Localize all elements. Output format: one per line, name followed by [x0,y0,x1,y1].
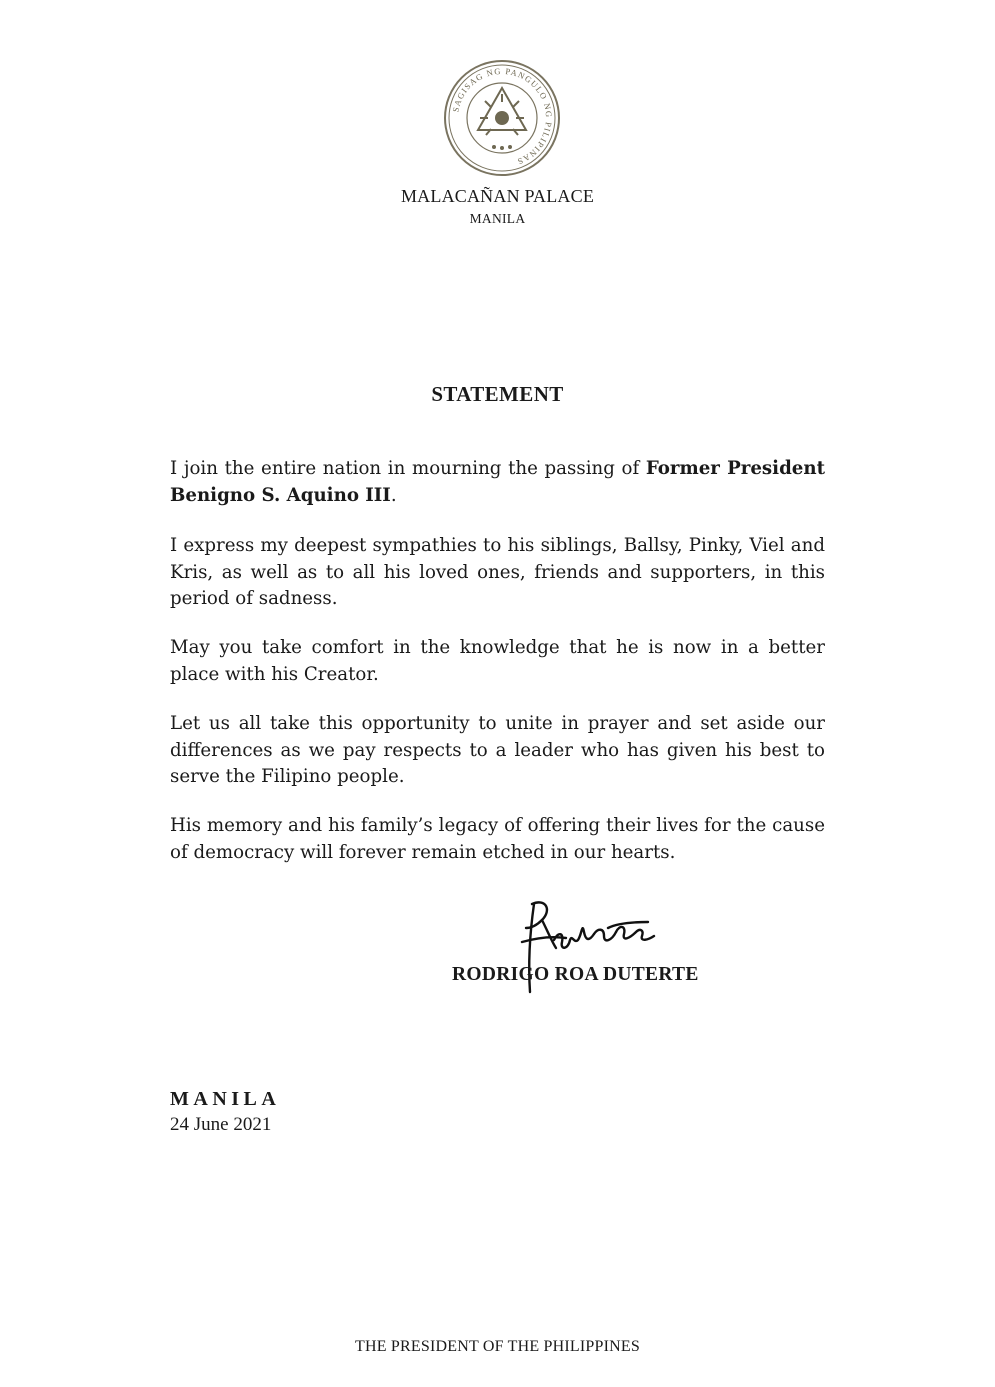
presidential-seal-icon [442,58,562,178]
document-title: STATEMENT [431,382,564,406]
palace-name: MALACAÑAN PALACE [400,186,595,206]
footer: THE PRESIDENT OF THE PHILIPPINES [355,1338,640,1355]
paragraph-3-text: May you take comfort in the knowledge that he is now in a better place with his Creator. [170,637,825,685]
date: 24 June 2021 [170,1114,272,1135]
paragraph-5 [170,813,825,866]
place: MANILA [170,1088,281,1110]
paragraph-1-end: . [390,484,397,506]
signatory-name: RODRIGO ROA DUTERTE [452,964,699,985]
paragraph-2-text: I express my deepest sympathies to his siblings, Ballsy, Pinky, Viel and Kris, as well as to all his loved ones, friends and supporters, in this period of sadness. [170,535,825,609]
svg-text:SAGISAG NG PANGULO NG PILIPINA: SAGISAG NG PANGULO NG PILIPINAS [450,65,555,168]
paragraph-2 [170,533,825,613]
paragraph-1-bold: Former President Benigno S. Aquino III [170,458,825,506]
paragraph-5-text: His memory and his family’s legacy of offering their lives for the cause of democracy will forever remain etched in our hearts. [170,815,825,863]
paragraph-4-text: Let us all take this opportunity to unite in prayer and set aside our differences as we pay respects to a leader who has given his best to serve the Filipino people. [170,713,825,787]
paragraph-4 [170,711,825,791]
paragraph-1 [170,456,825,509]
paragraph-3 [170,635,825,688]
paragraph-1-text: I join the entire nation in mourning the passing of [170,458,646,479]
palace-city: MANILA [469,211,526,226]
